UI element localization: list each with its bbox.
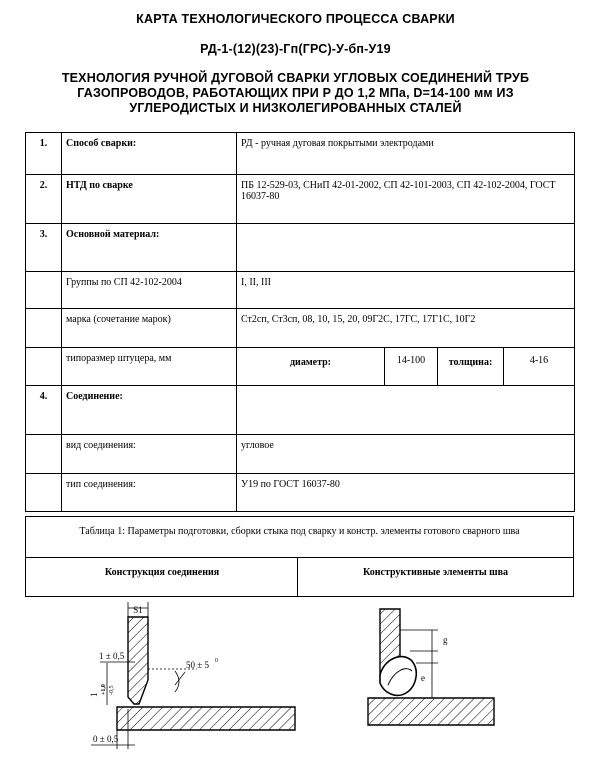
row-value: I, II, III: [237, 272, 575, 309]
row-value: ПБ 12-529-03, СНиП 42-01-2002, СП 42-101-2003, СП 42-102-2004, ГОСТ 16037-80: [237, 175, 575, 224]
row-label: Соединение:: [62, 386, 237, 435]
table-row: [26, 348, 575, 386]
subtitle-line: УГЛЕРОДИСТЫХ И НИЗКОЛЕГИРОВАННЫХ СТАЛЕЙ: [129, 101, 462, 115]
row-value: [237, 224, 575, 272]
weld-elements-drawing: [298, 597, 574, 779]
table-row: [26, 133, 575, 175]
row-label: тип соединения:: [62, 474, 237, 512]
table-row: [26, 175, 575, 224]
process-table: [25, 132, 575, 512]
row-value: угловое: [237, 435, 575, 474]
table-row: [26, 309, 575, 348]
row-number: 3.: [26, 224, 62, 272]
dim-side-main: 1: [89, 692, 99, 697]
table-caption: Таблица 1: Параметры подготовки, сборки стыка под сварку и констр. элементы готового сварного шва: [25, 516, 574, 558]
table-row: [26, 386, 575, 435]
dim-side-tol-bottom: -0,5: [109, 685, 115, 695]
angle-label: 50 ± 5: [186, 660, 209, 670]
subtitle-line: ТЕХНОЛОГИЯ РУЧНОЙ ДУГОВОЙ СВАРКИ УГЛОВЫХ СОЕДИНЕНИЙ ТРУБ: [61, 71, 530, 85]
row-value: Ст2сп, Ст3сп, 08, 10, 15, 20, 09Г2С, 17ГС, 17Г1С, 10Г2: [237, 309, 575, 348]
column-divider: [297, 557, 298, 597]
figures-header-row: [25, 557, 574, 597]
pipe-wall: [368, 698, 494, 725]
thickness-label: толщина:: [438, 348, 504, 385]
table-row: [26, 435, 575, 474]
joint-design-drawing: [25, 597, 298, 779]
row-label: Способ сварки:: [62, 133, 237, 175]
row-number: 4.: [26, 386, 62, 435]
s1-label: S1: [133, 605, 143, 615]
row-label: НТД по сварке: [62, 175, 237, 224]
card-title: КАРТА ТЕХНОЛОГИЧЕСКОГО ПРОЦЕССА СВАРКИ: [136, 12, 455, 26]
row-value: РД - ручная дуговая покрытыми электродами: [237, 133, 575, 175]
dim-side-tol-top: +1,0: [101, 684, 107, 695]
row-number: [26, 348, 62, 386]
row-label: марка (сочетание марок): [62, 309, 237, 348]
subtitle-line: ГАЗОПРОВОДОВ, РАБОТАЮЩИХ ПРИ Р ДО 1,2 МПа, D=14-100 мм ИЗ: [77, 86, 514, 100]
table-row: [26, 272, 575, 309]
card-subtitle: [0, 71, 591, 116]
g-label: g: [443, 635, 448, 645]
row-number: 2.: [26, 175, 62, 224]
row-value: [237, 386, 575, 435]
dim-top-label: 1 ± 0,5: [99, 651, 125, 661]
row-label: Основной материал:: [62, 224, 237, 272]
weld-elements-header: Конструктивные элементы шва: [362, 567, 509, 578]
row-label: Группы по СП 42-102-2004: [62, 272, 237, 309]
diameter-label: диаметр:: [237, 348, 385, 385]
card-code: РД-1-(12)(23)-Гп(ГРС)-У-бп-У19: [200, 42, 391, 56]
row-number: [26, 272, 62, 309]
table-row: [26, 224, 575, 272]
dim-bottom-label: 0 ± 0,5: [93, 734, 119, 744]
table-row: [26, 474, 575, 512]
fitting-wall: [128, 617, 148, 704]
angle-deg: 0: [215, 658, 218, 664]
e-label: e: [421, 673, 425, 683]
row-number: [26, 474, 62, 512]
joint-design-header: Конструкция соединения: [104, 567, 220, 578]
pipe-wall: [117, 707, 295, 730]
row-dimensions: [237, 348, 575, 386]
row-label: вид соединения:: [62, 435, 237, 474]
diameter-value: 14-100: [385, 348, 438, 385]
row-label: типоразмер штуцера, мм: [62, 348, 237, 386]
row-value: У19 по ГОСТ 16037-80: [237, 474, 575, 512]
row-number: [26, 309, 62, 348]
row-number: [26, 435, 62, 474]
thickness-value: 4-16: [529, 355, 549, 366]
row-number: 1.: [26, 133, 62, 175]
